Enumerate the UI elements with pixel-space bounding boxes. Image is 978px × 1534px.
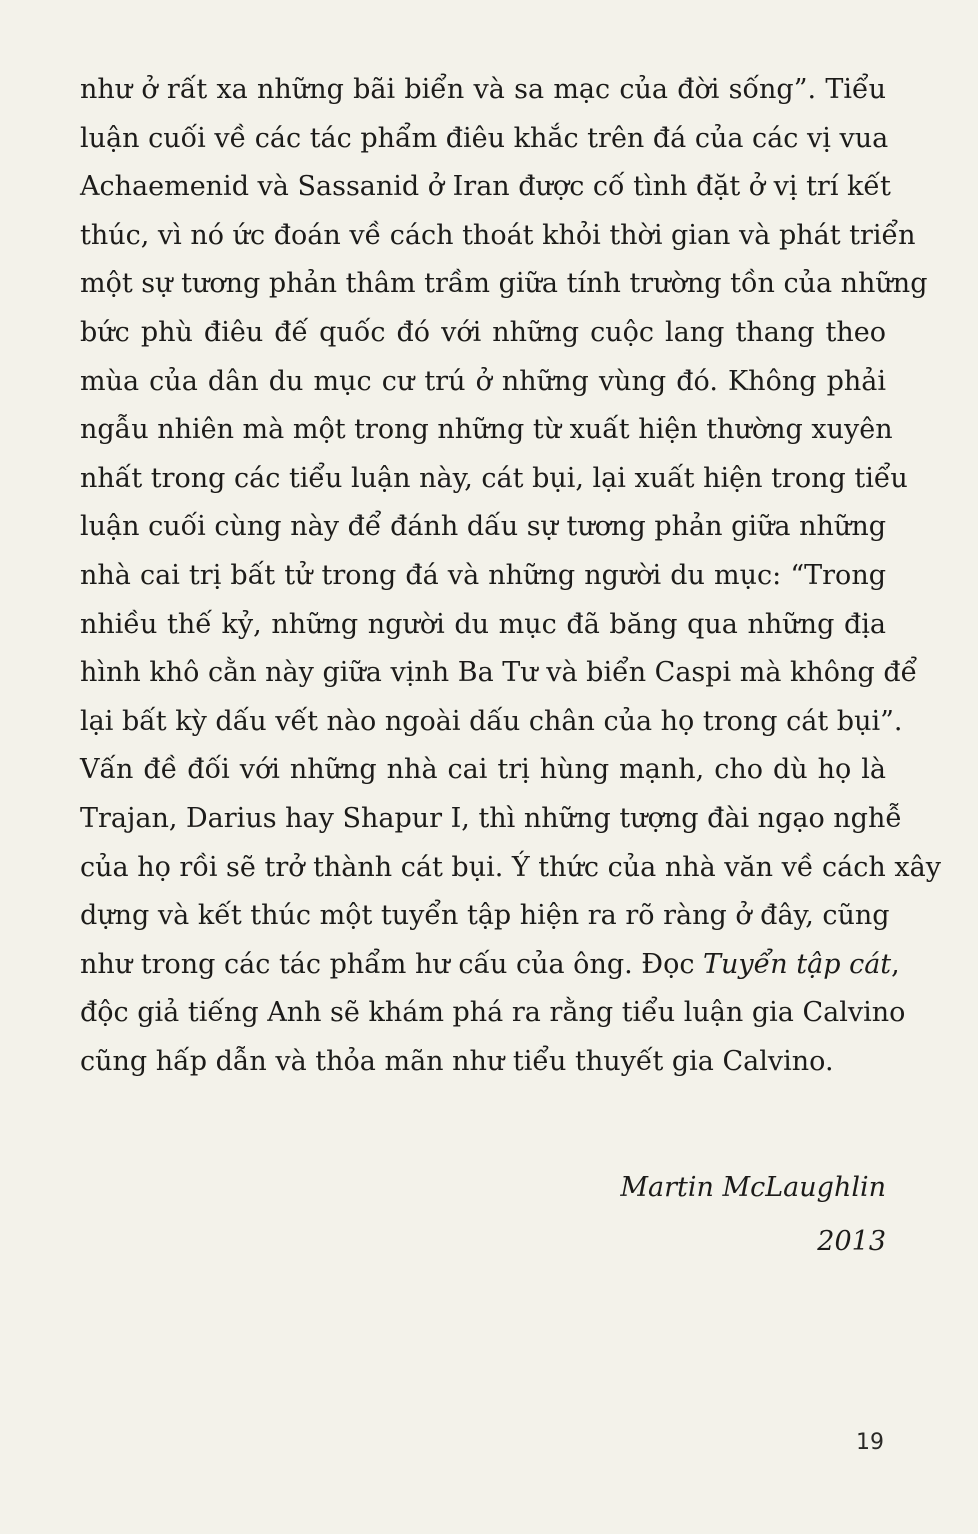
text-line: mùa của dân du mục cư trú ở những vùng đó. Không phải: [80, 365, 886, 397]
text-line: [80, 941, 900, 990]
text-segment: như trong các tác phẩm hư cấu của ông. Đọc: [80, 948, 704, 980]
text-line: ngẫu nhiên mà một trong những từ xuất hiện thường xuyên: [80, 414, 893, 446]
signature-year: 2013: [817, 1226, 886, 1257]
text-line: Trajan, Darius hay Shapur I, thì những tượng đài ngạo nghễ: [80, 802, 902, 834]
text-line: như ở rất xa những bãi biển và sa mạc của đời sống”. Tiểu: [80, 74, 886, 105]
body-paragraph: [80, 66, 941, 1086]
text-line: luận cuối cùng này để đánh dấu sự tương phản giữa những: [80, 511, 886, 543]
text-line: một sự tương phản thâm trầm giữa tính trường tồn của những: [80, 268, 928, 300]
text-line: thúc, vì nó ức đoán về cách thoát khỏi thời gian và phát triển: [80, 219, 916, 251]
text-line: nhiều thế kỷ, những người du mục đã băng qua những địa: [80, 608, 886, 640]
text-line: của họ rồi sẽ trở thành cát bụi. Ý thức của nhà văn về cách xây: [80, 851, 941, 883]
text-line: độc giả tiếng Anh sẽ khám phá ra rằng tiểu luận gia Calvino: [80, 997, 906, 1029]
text-line: bức phù điêu đế quốc đó với những cuộc lang thang theo: [80, 316, 886, 348]
text-line: luận cuối về các tác phẩm điêu khắc trên đá của các vị vua: [80, 122, 889, 154]
text-segment: ,: [891, 948, 900, 980]
text-line: hình khô cằn này giữa vịnh Ba Tư và biển Caspi mà không để: [80, 657, 918, 689]
text-line: Achaemenid và Sassanid ở Iran được cố tình đặt ở vị trí kết: [80, 171, 891, 203]
text-line: dựng và kết thúc một tuyển tập hiện ra rõ ràng ở đây, cũng: [80, 900, 890, 932]
text-line: cũng hấp dẫn và thỏa mãn như tiểu thuyết gia Calvino.: [80, 1045, 834, 1077]
page-number: 19: [856, 1430, 884, 1455]
signature-block: [386, 1161, 886, 1269]
text-line: lại bất kỳ dấu vết nào ngoài dấu chân của họ trong cát bụi”.: [80, 705, 903, 737]
text-line: Vấn đề đối với những nhà cai trị hùng mạnh, cho dù họ là: [80, 754, 886, 786]
signature-author: Martin McLaughlin: [620, 1172, 886, 1203]
text-line: nhà cai trị bất tử trong đá và những người du mục: “Trong: [80, 559, 886, 591]
book-title-italic: Tuyển tập cát: [703, 948, 892, 980]
text-line: nhất trong các tiểu luận này, cát bụi, lại xuất hiện trong tiểu: [80, 462, 908, 494]
